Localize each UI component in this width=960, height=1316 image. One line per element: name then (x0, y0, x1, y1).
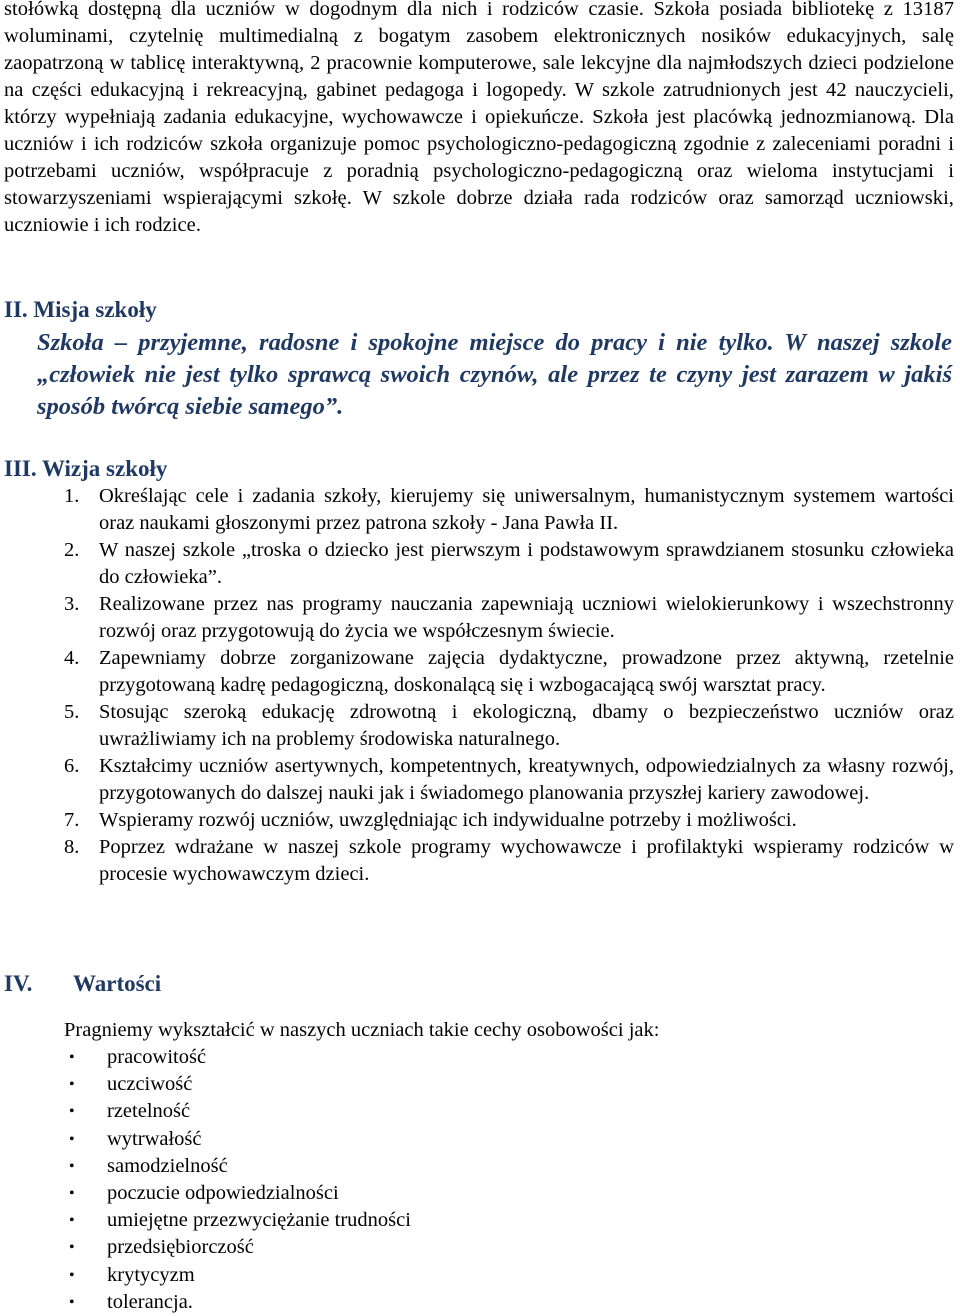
item-text: Określając cele i zadania szkoły, kierujemy się uniwersalnym, humanistycznym systemem wartości oraz naukami głoszonymi przez patrona szkoły - Jana Pawła II. (99, 485, 954, 534)
item-text: Stosując szeroką edukację zdrowotną i ekologiczną, dbamy o bezpieczeństwo uczniów oraz uwrażliwiamy ich na problemy środowiska naturalnego. (99, 701, 954, 750)
bullet-icon: • (69, 1130, 75, 1148)
item-number: 8. (64, 836, 80, 858)
values-intro: Pragniemy wykształcić w naszych uczniach takie cechy osobowości jak: (64, 1019, 660, 1041)
list-item (64, 1262, 411, 1289)
item-text: przedsiębiorczość (107, 1236, 254, 1259)
list-item (64, 1098, 411, 1125)
bullet-icon: • (69, 1212, 75, 1230)
item-number: 6. (64, 755, 80, 777)
bullet-icon: • (69, 1049, 75, 1066)
item-text: W naszej szkole „troska o dziecko jest pierwszym i podstawowym sprawdzianem stosunku człowieka do człowieka”. (99, 539, 954, 588)
item-number: 1. (64, 485, 80, 507)
list-item (64, 807, 954, 834)
list-item (64, 483, 954, 537)
list-item (64, 1289, 411, 1316)
section-number: IV. (4, 971, 33, 996)
list-item (64, 537, 954, 591)
bullet-icon: • (69, 1266, 75, 1284)
item-text: Wspieramy rozwój uczniów, uwzględniając ich indywidualne potrzeby i możliwości. (99, 809, 797, 831)
item-number: 2. (64, 539, 80, 561)
list-item (64, 591, 954, 645)
list-item (64, 1207, 411, 1234)
vision-list (64, 483, 954, 888)
section-title: Misja szkoły (33, 297, 157, 322)
bullet-icon: • (69, 1293, 75, 1311)
mission-statement: Szkoła – przyjemne, radosne i spokojne miejsce do pracy i nie tylko. W naszej szkole „człowiek nie jest tylko sprawcą swoich czynów, ale przez te czyny jest zarazem w jakiś sposób twórcą siebie samego”. (37, 329, 952, 420)
list-item (64, 834, 954, 888)
item-text: krytycyzm (107, 1263, 195, 1286)
list-item (64, 1071, 411, 1098)
item-text: poczucie odpowiedzialności (107, 1181, 339, 1204)
section-heading-mission (4, 296, 157, 323)
list-item (64, 1234, 411, 1261)
item-text: umiejętne przezwyciężanie trudności (107, 1209, 411, 1232)
intro-text: stołówką dostępną dla uczniów w dogodnym dla nich i rodziców czasie. Szkoła posiada bibliotekę z 13187 woluminami, czytelnię multimedialną z bogatym zasobem elektronicznych nosików edukacyjnych, salę zaopatrzoną w tablicę interaktywną, 2 pracownie komputerowe, sale lekcyjne dla najmłodszych dzieci podzielone na części edukacyjną i rekreacyjną, gabinet pedagoga i logopedy. W szkole zatrudnionych jest 42 nauczycieli, którzy wypełniają zadania edukacyjne, wychowawcze i opiekuńcze. Szkoła jest placówką jednozmianową. Dla uczniów i ich rodziców szkoła organizuje pomoc psychologiczno-pedagogiczną zgodnie z zaleceniami poradni i potrzebami uczniów, współpracuje z poradnią psychologiczno-pedagogiczną oraz wieloma instytucjami i stowarzyszeniami wspierającymi szkołę. W szkole dobrze działa rada rodziców oraz samorząd uczniowski, uczniowie i ich rodzice. (4, 0, 954, 236)
item-text: Realizowane przez nas programy nauczania zapewniają uczniowi wielokierunkowy i wszechstronny rozwój oraz przygotowują do życia we współczesnym świecie. (99, 593, 954, 642)
list-item (64, 1044, 411, 1071)
section-title: Wartości (73, 971, 162, 996)
values-list (64, 1044, 411, 1316)
item-text: Poprzez wdrażane w naszej szkole programy wychowawcze i profilaktyki wspieramy rodziców w procesie wychowawczym dzieci. (99, 836, 954, 885)
section-title: Wizja szkoły (41, 456, 168, 481)
item-text: Kształcimy uczniów asertywnych, kompetentnych, kreatywnych, odpowiedzialnych za własny rozwój, przygotowanych do dalszej nauki jak i świadomego planowania przyszłej kariery zawodowej. (99, 755, 954, 804)
list-item (64, 699, 954, 753)
bullet-icon: • (69, 1157, 75, 1175)
item-number: 4. (64, 647, 80, 669)
bullet-icon: • (69, 1103, 75, 1121)
section-number: III. (4, 456, 37, 481)
intro-paragraph (4, 0, 954, 239)
item-text: Zapewniamy dobrze zorganizowane zajęcia dydaktyczne, prowadzone przez aktywną, rzetelnie przygotowaną kadrę pedagogiczną, doskonalącą się i wzbogacającą swój warsztat pracy. (99, 647, 954, 696)
section-heading-values (4, 970, 161, 997)
list-item (64, 1153, 411, 1180)
list-item (64, 753, 954, 807)
bullet-icon: • (69, 1076, 75, 1094)
list-item (64, 1126, 411, 1153)
item-text: samodzielność (107, 1154, 228, 1177)
bullet-icon: • (69, 1184, 75, 1202)
list-item (64, 645, 954, 699)
item-text: pracowitość (107, 1046, 207, 1068)
item-text: wytrwałość (107, 1127, 202, 1150)
item-text: rzetelność (107, 1100, 191, 1123)
section-number: II. (4, 297, 28, 322)
item-number: 5. (64, 701, 80, 723)
bullet-icon: • (69, 1239, 75, 1257)
item-text: uczciwość (107, 1073, 193, 1096)
list-item (64, 1180, 411, 1207)
item-number: 7. (64, 809, 80, 831)
item-text: tolerancja. (107, 1290, 193, 1313)
section-heading-vision (4, 455, 167, 482)
item-number: 3. (64, 593, 80, 615)
